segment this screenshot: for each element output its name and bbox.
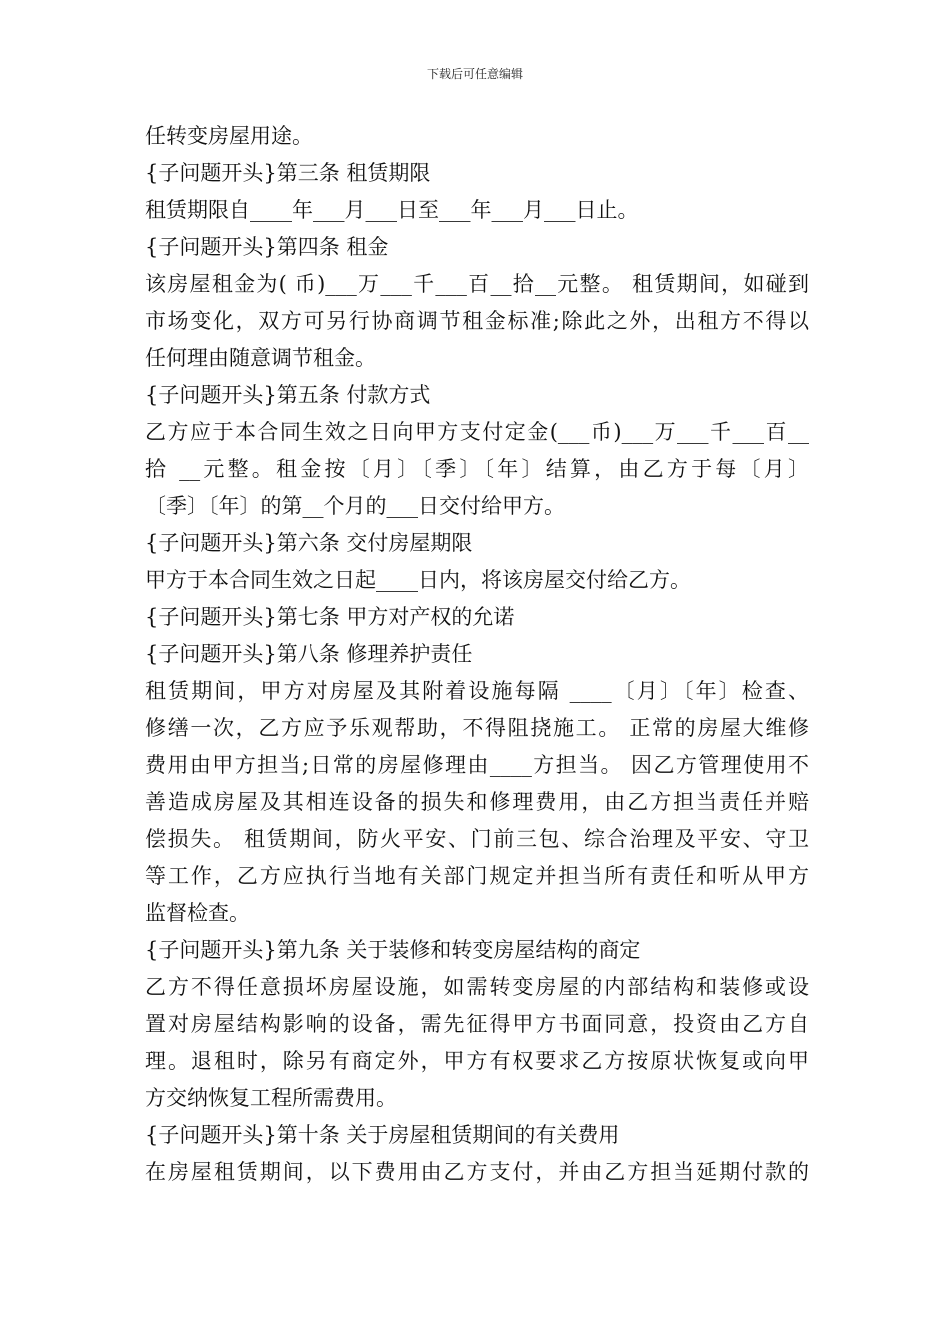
section-heading: {子问题开头}第六条 交付房屋期限: [145, 531, 473, 555]
paragraph-line: 善造成房屋及其相连设备的损失和修理费用，由乙方担当责任并赔: [145, 790, 809, 814]
paragraph-line: 市场变化，双方可另行协商调节租金标准;除此之外，出租方不得以: [145, 309, 809, 333]
paragraph-line: 拾 __元整。租金按〔月〕〔季〕〔年〕结算，由乙方于每〔月〕: [145, 457, 809, 481]
paragraph-line: 费用由甲方担当;日常的房屋修理由____方担当。 因乙方管理使用不: [145, 753, 809, 777]
paragraph-line: 修缮一次，乙方应予乐观帮助，不得阻挠施工。 正常的房屋大维修: [145, 716, 809, 740]
paragraph-line: 置对房屋结构影响的设备，需先征得甲方书面同意，投资由乙方自: [145, 1012, 809, 1036]
section-heading: {子问题开头}第三条 租赁期限: [145, 161, 431, 185]
section-heading: {子问题开头}第四条 租金: [145, 235, 389, 259]
paragraph-line: 监督检查。: [145, 901, 250, 925]
document-body: [145, 118, 809, 1191]
paragraph-line: 任何理由随意调节租金。: [145, 346, 376, 370]
paragraph-line: 该房屋租金为( 币)___万___千___百__拾__元整。 租赁期间，如碰到: [145, 272, 809, 296]
section-heading: {子问题开头}第七条 甲方对产权的允诺: [145, 605, 515, 629]
section-heading: {子问题开头}第八条 修理养护责任: [145, 642, 473, 666]
paragraph-line: 租赁期限自____年___月___日至___年___月___日止。: [145, 198, 639, 222]
page-header: 下载后可任意编辑: [426, 67, 523, 81]
paragraph-line: 租赁期间，甲方对房屋及其附着设施每隔 ____〔月〕〔年〕检查、: [145, 679, 809, 703]
paragraph-line: 偿损失。 租赁期间，防火平安、门前三包、综合治理及平安、守卫: [145, 827, 809, 851]
paragraph-line: 方交纳恢复工程所需费用。: [145, 1086, 397, 1110]
paragraph-line: 在房屋租赁期间，以下费用由乙方支付，并由乙方担当延期付款的: [145, 1160, 809, 1184]
paragraph-line: 乙方应于本合同生效之日向甲方支付定金(___币)___万___千___百__: [145, 420, 809, 444]
section-heading: {子问题开头}第九条 关于装修和转变房屋结构的商定: [145, 938, 641, 962]
paragraph-line: 甲方于本合同生效之日起____日内，将该房屋交付给乙方。: [145, 568, 691, 592]
section-heading: {子问题开头}第十条 关于房屋租赁期间的有关费用: [145, 1123, 620, 1147]
paragraph-line: 等工作，乙方应执行当地有关部门规定并担当所有责任和听从甲方: [145, 864, 809, 888]
paragraph-line: 理。退租时，除另有商定外，甲方有权要求乙方按原状恢复或向甲: [145, 1049, 809, 1073]
paragraph-line: 任转变房屋用途。: [145, 124, 313, 148]
section-heading: {子问题开头}第五条 付款方式: [145, 383, 431, 407]
paragraph-line: 〔季〕〔年〕的第__个月的___日交付给甲方。: [145, 494, 565, 518]
paragraph-line: 乙方不得任意损坏房屋设施，如需转变房屋的内部结构和装修或设: [145, 975, 809, 999]
